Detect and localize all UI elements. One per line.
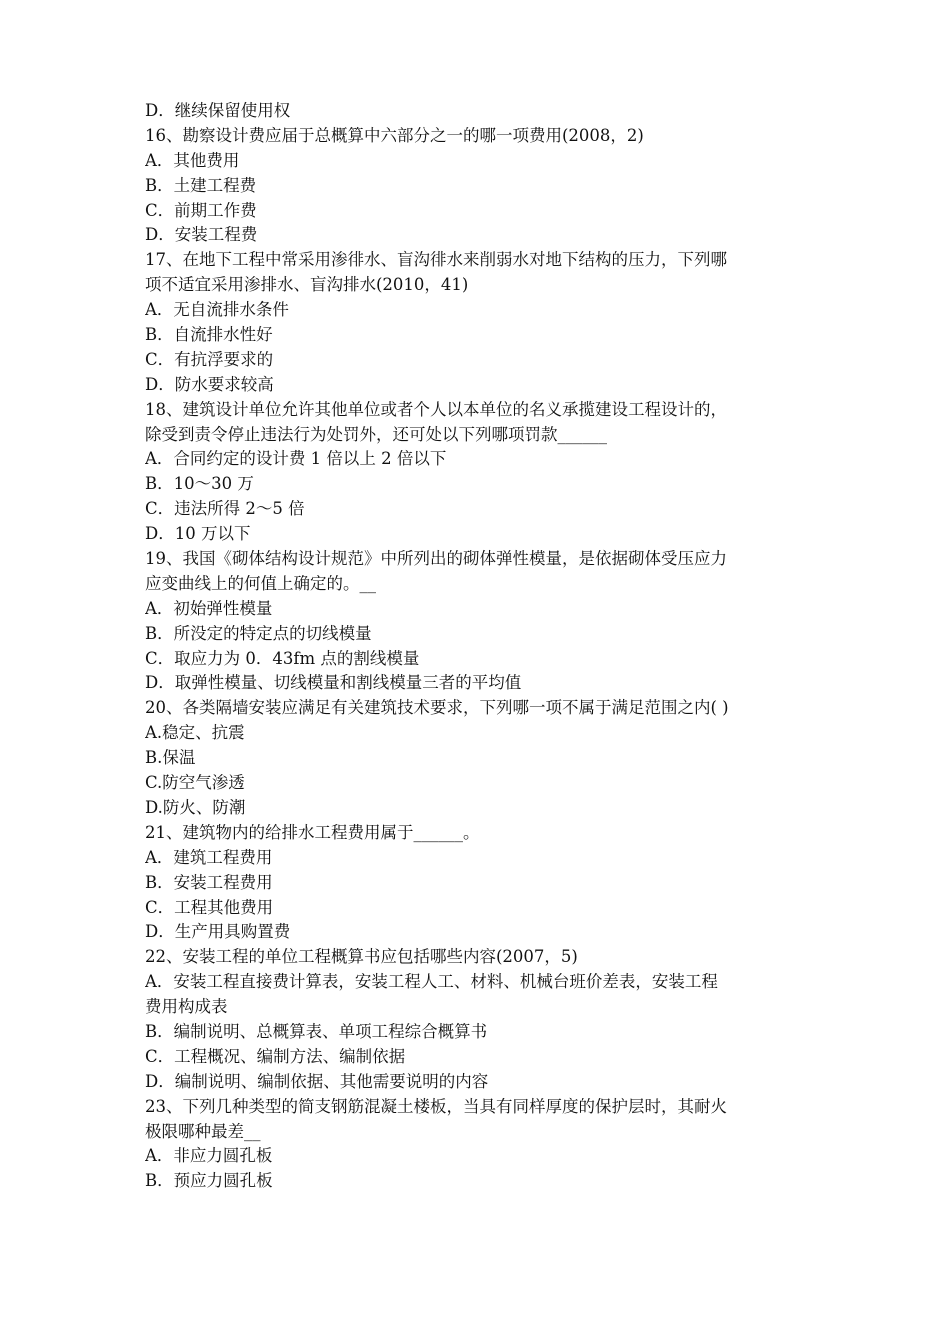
option-line: C．工程其他费用 xyxy=(145,897,274,917)
option-line: C．工程概况、编制方法、编制依据 xyxy=(145,1046,406,1066)
option-line: D．10 万以下 xyxy=(145,524,251,544)
option-line: A．安装工程直接费计算表，安装工程人工、材料、机械台班价差表，安装工程 xyxy=(145,972,718,992)
option-line: A．合同约定的设计费 1 倍以上 2 倍以下 xyxy=(145,449,447,469)
option-line: B．自流排水性好 xyxy=(145,325,273,345)
option-line: A．无自流排水条件 xyxy=(145,300,289,320)
option-line: B．编制说明、总概算表、单项工程综合概算书 xyxy=(145,1021,488,1041)
option-line-cont: 费用构成表 xyxy=(145,997,228,1017)
option-line: A.稳定、抗震 xyxy=(145,723,245,743)
question-16: 16、勘察设计费应届于总概算中六部分之一的哪一项费用(2008，2) xyxy=(145,125,644,145)
text-line: D．继续保留使用权 xyxy=(145,101,291,120)
option-line: C．前期工作费 xyxy=(145,200,257,220)
question-21: 21、建筑物内的给排水工程费用属于______。 xyxy=(145,822,480,842)
question-19-cont: 应变曲线上的何值上确定的。__ xyxy=(145,573,376,593)
option-line: A．初始弹性模量 xyxy=(145,598,273,618)
question-20: 20、各类隔墙安装应满足有关建筑技术要求，下列哪一项不属于满足范围之内( ) xyxy=(145,698,729,718)
question-22: 22、安装工程的单位工程概算书应包括哪些内容(2007，5) xyxy=(145,947,578,967)
option-line: C．有抗浮要求的 xyxy=(145,349,274,369)
option-line: D.防火、防潮 xyxy=(145,797,246,817)
option-line: B.保温 xyxy=(145,748,196,768)
question-23-cont: 极限哪种最差__ xyxy=(145,1121,261,1141)
document-body xyxy=(145,99,817,1194)
option-line: B．安装工程费用 xyxy=(145,872,273,892)
option-line: D．编制说明、编制依据、其他需要说明的内容 xyxy=(145,1071,489,1091)
question-17-cont: 项不适宜采用渗排水、盲沟排水(2010，41) xyxy=(145,275,469,295)
question-19: 19、我国《砌体结构设计规范》中所列出的砌体弹性模量，是依据砌体受压应力 xyxy=(145,549,727,569)
question-23: 23、下列几种类型的简支钢筋混凝土楼板，当具有同样厚度的保护层时，其耐火 xyxy=(145,1096,727,1116)
question-18-cont: 除受到责令停止违法行为处罚外，还可处以下列哪项罚款______ xyxy=(145,424,607,444)
option-line: B．土建工程费 xyxy=(145,175,257,195)
option-line: B．10～30 万 xyxy=(145,474,254,494)
option-line: B．预应力圆孔板 xyxy=(145,1171,273,1191)
option-line: D．取弹性模量、切线模量和割线模量三者的平均值 xyxy=(145,673,522,693)
option-line: A．其他费用 xyxy=(145,150,240,170)
option-line: B．所没定的特定点的切线模量 xyxy=(145,623,372,643)
option-line: A．建筑工程费用 xyxy=(145,847,273,867)
option-line: D．防水要求较高 xyxy=(145,374,274,394)
question-17: 17、在地下工程中常采用渗徘水、盲沟徘水来削弱水对地下结构的压力，下列哪 xyxy=(145,250,727,270)
option-line: A．非应力圆孔板 xyxy=(145,1146,273,1166)
option-line: D．安装工程费 xyxy=(145,225,258,245)
option-line: C.防空气渗透 xyxy=(145,773,245,793)
question-18: 18、建筑设计单位允许其他单位或者个人以本单位的名义承揽建设工程设计的， xyxy=(145,399,727,419)
option-line: C．取应力为 0．43fm 点的割线模量 xyxy=(145,648,420,668)
option-line: C．违法所得 2～5 倍 xyxy=(145,499,305,519)
option-line: D．生产用具购置费 xyxy=(145,922,291,942)
